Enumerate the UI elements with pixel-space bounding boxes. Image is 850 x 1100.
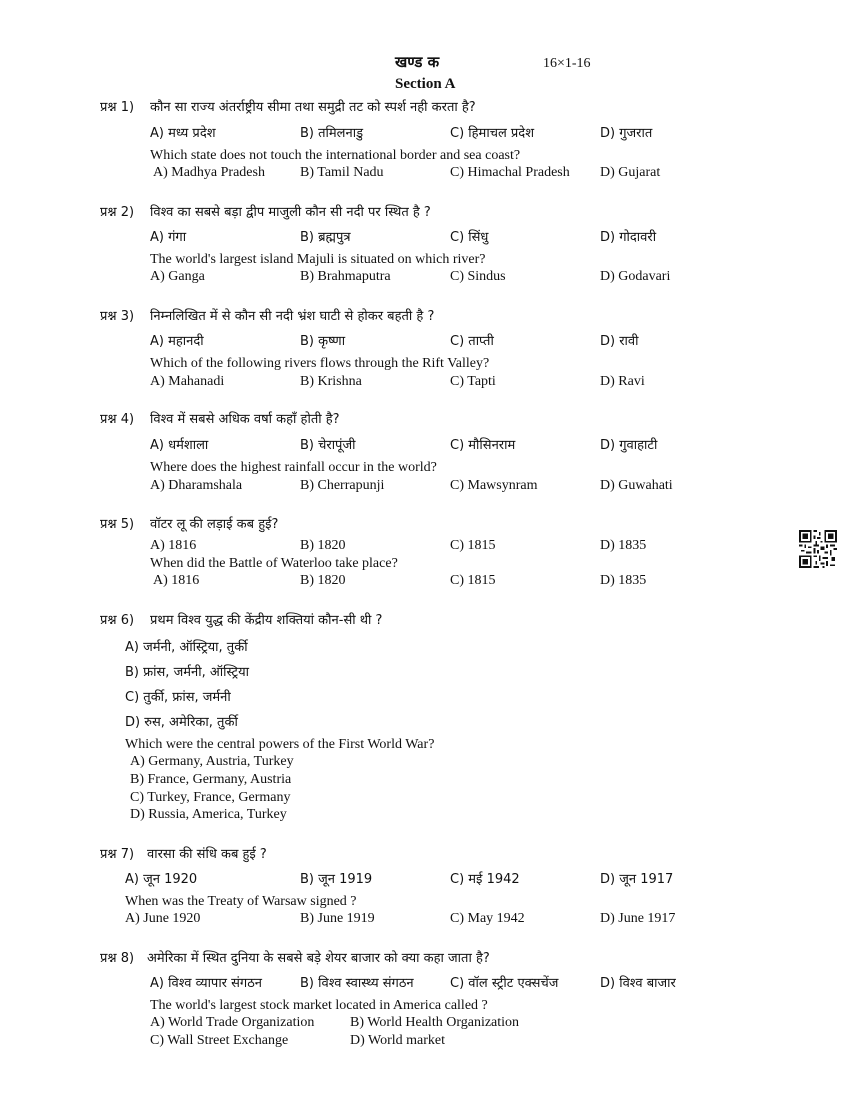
option-english: B) France, Germany, Austria: [130, 772, 292, 787]
question-text-english: When did the Battle of Waterloo take place?: [150, 556, 398, 571]
option-hindi: C) वॉल स्ट्रीट एक्सचेंज: [450, 976, 559, 991]
option-english: C) May 1942: [450, 911, 525, 926]
option-english: D) Godavari: [600, 269, 671, 284]
question-text-english: The world's largest island Majuli is situated on which river?: [150, 252, 486, 267]
option-english: D) Russia, America, Turkey: [130, 807, 287, 822]
option-hindi: A) धर्मशाला: [150, 438, 209, 453]
option-hindi: D) रुस, अमेरिका, तुर्की: [125, 715, 238, 730]
option-english: D) Ravi: [600, 374, 645, 389]
question-label: प्रश्न 5): [100, 517, 135, 532]
option-hindi: C) तुर्की, फ्रांस, जर्मनी: [125, 690, 231, 705]
option-hindi: A) जून 1920: [125, 872, 198, 887]
option-english: C) Wall Street Exchange: [150, 1033, 289, 1048]
option-hindi: B) फ्रांस, जर्मनी, ऑस्ट्रिया: [125, 665, 250, 680]
question-label: प्रश्न 6): [100, 613, 135, 628]
option-english: C) 1815: [450, 573, 496, 588]
option-hindi: B) कृष्णा: [300, 334, 346, 349]
option-english: B) World Health Organization: [350, 1015, 520, 1030]
option-hindi: A) महानदी: [150, 334, 204, 349]
option-hindi: B) ब्रह्मपुत्र: [300, 230, 351, 245]
option-hindi: D) गुजरात: [600, 126, 653, 141]
question-text-english: When was the Treaty of Warsaw signed ?: [125, 894, 357, 909]
option-hindi: C) 1815: [450, 538, 496, 553]
option-english: B) Brahmaputra: [300, 269, 391, 284]
option-hindi: C) मौसिनराम: [450, 438, 516, 453]
option-english: C) Sindus: [450, 269, 506, 284]
question-label: प्रश्न 7): [100, 847, 135, 862]
option-hindi: B) तमिलनाडु: [300, 126, 364, 141]
option-english: D) World market: [350, 1033, 446, 1048]
option-english: A) Dharamshala: [150, 478, 243, 493]
option-hindi: D) रावी: [600, 334, 639, 349]
question-text-hindi: कौन सा राज्य अंतर्राष्ट्रीय सीमा तथा समुद्री तट को स्पर्श नही करता है?: [150, 100, 476, 115]
option-english: C) Mawsynram: [450, 478, 538, 493]
option-hindi: A) 1816: [150, 538, 197, 553]
option-english: D) Gujarat: [600, 165, 661, 180]
option-hindi: A) मध्य प्रदेश: [150, 126, 216, 141]
question-text-hindi: निम्नलिखित में से कौन सी नदी भ्रंश घाटी से होकर बहती है ?: [150, 309, 435, 324]
option-english: D) Guwahati: [600, 478, 673, 493]
question-text-hindi: वॉटर लू की लड़ाई कब हुई?: [150, 517, 279, 532]
option-english: C) Tapti: [450, 374, 496, 389]
option-english: A) 1816: [153, 573, 200, 588]
option-hindi: A) विश्व व्यापार संगठन: [150, 976, 263, 991]
question-label: प्रश्न 1): [100, 100, 135, 115]
option-hindi: A) गंगा: [150, 230, 187, 245]
section-title-english: Section A: [395, 76, 456, 92]
option-hindi: B) चेरापूंजी: [300, 438, 356, 453]
question-text-english: Where does the highest rainfall occur in the world?: [150, 460, 437, 475]
option-english: C) Himachal Pradesh: [450, 165, 570, 180]
question-label: प्रश्न 8): [100, 951, 135, 966]
question-text-hindi: प्रथम विश्व युद्ध की केंद्रीय शक्तियां कौन-सी थी ?: [150, 613, 383, 628]
option-english: B) Krishna: [300, 374, 362, 389]
question-label: प्रश्न 3): [100, 309, 135, 324]
question-text-english: Which state does not touch the international border and sea coast?: [150, 148, 521, 163]
option-hindi: B) 1820: [300, 538, 346, 553]
option-hindi: D) विश्व बाजार: [600, 976, 676, 991]
question-text-english: The world's largest stock market located in America called ?: [150, 998, 488, 1013]
option-english: B) June 1919: [300, 911, 375, 926]
marks-label: 16×1-16: [543, 56, 591, 71]
option-english: D) 1835: [600, 573, 647, 588]
option-english: B) Tamil Nadu: [300, 165, 384, 180]
option-hindi: C) मई 1942: [450, 872, 520, 887]
option-hindi: B) विश्व स्वास्थ्य संगठन: [300, 976, 414, 991]
question-label: प्रश्न 4): [100, 412, 135, 427]
question-text-hindi: वारसा की संधि कब हुई ?: [147, 847, 267, 862]
question-text-hindi: अमेरिका में स्थित दुनिया के सबसे बड़े शेयर बाजार को क्या कहा जाता है?: [147, 951, 490, 966]
option-english: B) 1820: [300, 573, 346, 588]
question-label: प्रश्न 2): [100, 205, 135, 220]
option-english: A) Germany, Austria, Turkey: [130, 754, 294, 769]
option-hindi: C) हिमाचल प्रदेश: [450, 126, 535, 141]
question-text-english: Which of the following rivers flows through the Rift Valley?: [150, 356, 490, 371]
option-english: A) Madhya Pradesh: [153, 165, 265, 180]
option-hindi: B) जून 1919: [300, 872, 373, 887]
option-english: D) June 1917: [600, 911, 676, 926]
option-english: A) World Trade Organization: [150, 1015, 315, 1030]
question-text-english: Which were the central powers of the First World War?: [125, 737, 435, 752]
section-title-hindi: खण्ड क: [395, 53, 440, 71]
option-hindi: D) गोदावरी: [600, 230, 657, 245]
option-hindi: C) ताप्ती: [450, 334, 494, 349]
qr-code-icon: [799, 530, 837, 568]
option-hindi: A) जर्मनी, ऑस्ट्रिया, तुर्की: [125, 640, 248, 655]
option-english: A) Ganga: [150, 269, 205, 284]
option-english: C) Turkey, France, Germany: [130, 790, 291, 805]
question-text-hindi: विश्व में सबसे अधिक वर्षा कहाँ होती है?: [150, 412, 340, 427]
option-english: A) Mahanadi: [150, 374, 225, 389]
option-hindi: D) गुवाहाटी: [600, 438, 658, 453]
option-hindi: D) 1835: [600, 538, 647, 553]
option-hindi: D) जून 1917: [600, 872, 674, 887]
option-english: A) June 1920: [125, 911, 201, 926]
option-hindi: C) सिंधु: [450, 230, 489, 245]
option-english: B) Cherrapunji: [300, 478, 385, 493]
question-text-hindi: विश्व का सबसे बड़ा द्वीप माजुली कौन सी नदी पर स्थित है ?: [150, 205, 431, 220]
